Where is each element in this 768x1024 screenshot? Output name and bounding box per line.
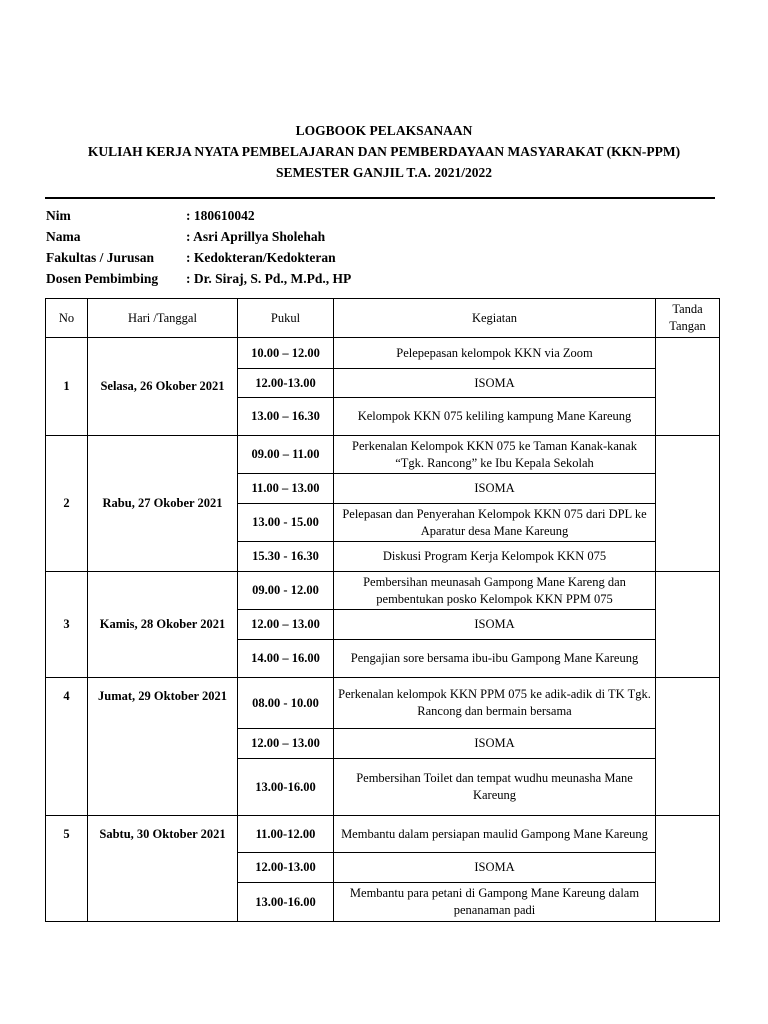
column-header-activity: Kegiatan [334, 299, 656, 338]
info-row-nim [46, 205, 351, 226]
time-cell: 12.00 – 13.00 [238, 610, 334, 640]
activity-cell: Diskusi Program Kerja Kelompok KKN 075 [334, 542, 656, 572]
table-row [46, 678, 720, 729]
signature-cell [656, 436, 720, 572]
signature-cell [656, 816, 720, 922]
table-row [46, 572, 720, 610]
logbook-table [45, 298, 720, 922]
activity-cell: Pengajian sore bersama ibu-ibu Gampong Mane Kareung [334, 640, 656, 678]
activity-cell: Perkenalan kelompok KKN PPM 075 ke adik-adik di TK Tgk. Rancong dan bermain bersama [334, 678, 656, 729]
day-number: 3 [46, 572, 88, 678]
activity-cell: ISOMA [334, 853, 656, 883]
info-row-nama [46, 226, 351, 247]
info-value: : Dr. Siraj, S. Pd., M.Pd., HP [186, 271, 352, 286]
table-header-row [46, 299, 720, 338]
time-cell: 08.00 - 10.00 [238, 678, 334, 729]
column-header-no: No [46, 299, 88, 338]
signature-cell [656, 338, 720, 436]
day-number: 4 [46, 678, 88, 816]
day-date: Selasa, 26 Okober 2021 [88, 338, 238, 436]
column-header-time: Pukul [238, 299, 334, 338]
time-cell: 09.00 – 11.00 [238, 436, 334, 474]
time-cell: 11.00 – 13.00 [238, 474, 334, 504]
time-cell: 09.00 - 12.00 [238, 572, 334, 610]
signature-cell [656, 678, 720, 816]
info-value: : Asri Aprillya Sholehah [186, 229, 326, 244]
signature-cell [656, 572, 720, 678]
document-header [0, 120, 768, 183]
time-cell: 10.00 – 12.00 [238, 338, 334, 369]
activity-cell: ISOMA [334, 610, 656, 640]
day-date: Sabtu, 30 Oktober 2021 [88, 816, 238, 922]
time-cell: 12.00 – 13.00 [238, 729, 334, 759]
time-cell: 12.00-13.00 [238, 853, 334, 883]
column-header-date: Hari /Tanggal [88, 299, 238, 338]
column-header-signature: Tanda Tangan [656, 299, 720, 338]
activity-cell: Pelepepasan kelompok KKN via Zoom [334, 338, 656, 369]
time-cell: 14.00 – 16.00 [238, 640, 334, 678]
activity-cell: ISOMA [334, 474, 656, 504]
time-cell: 11.00-12.00 [238, 816, 334, 853]
info-label: Nama [46, 229, 81, 244]
day-number: 5 [46, 816, 88, 922]
info-row-dosen [46, 268, 351, 289]
info-label: Fakultas / Jurusan [46, 250, 155, 265]
time-cell: 15.30 - 16.30 [238, 542, 334, 572]
activity-cell: Pembersihan Toilet dan tempat wudhu meunasha Mane Kareung [334, 759, 656, 816]
time-cell: 13.00-16.00 [238, 883, 334, 922]
header-divider [45, 197, 715, 199]
time-cell: 13.00 - 15.00 [238, 504, 334, 542]
info-value: : Kedokteran/Kedokteran [186, 250, 336, 265]
table-row [46, 338, 720, 369]
info-label: Nim [46, 208, 71, 223]
activity-cell: Pembersihan meunasah Gampong Mane Kareng dan pembentukan posko Kelompok KKN PPM 075 [334, 572, 656, 610]
time-cell: 13.00-16.00 [238, 759, 334, 816]
activity-cell: Perkenalan Kelompok KKN 075 ke Taman Kanak-kanak “Tgk. Rancong” ke Ibu Kepala Sekolah [334, 436, 656, 474]
table-row [46, 436, 720, 474]
time-cell: 12.00-13.00 [238, 369, 334, 398]
info-value: : 180610042 [186, 208, 255, 223]
table-row [46, 816, 720, 853]
activity-cell: Membantu para petani di Gampong Mane Kareung dalam penanaman padi [334, 883, 656, 922]
student-info [46, 205, 351, 289]
activity-cell: Kelompok KKN 075 keliling kampung Mane Kareung [334, 398, 656, 436]
header-semester: SEMESTER GANJIL T.A. 2021/2022 [276, 165, 492, 180]
header-program: KULIAH KERJA NYATA PEMBELAJARAN DAN PEMBERDAYAAN MASYARAKAT (KKN-PPM) [87, 144, 681, 159]
header-title: LOGBOOK PELAKSANAAN [295, 123, 473, 138]
day-number: 1 [46, 338, 88, 436]
day-date: Rabu, 27 Okober 2021 [88, 436, 238, 572]
activity-cell: Membantu dalam persiapan maulid Gampong Mane Kareung [334, 816, 656, 853]
activity-cell: Pelepasan dan Penyerahan Kelompok KKN 075 dari DPL ke Aparatur desa Mane Kareung [334, 504, 656, 542]
day-number: 2 [46, 436, 88, 572]
info-label: Dosen Pembimbing [46, 271, 159, 286]
day-date: Kamis, 28 Okober 2021 [88, 572, 238, 678]
info-row-fakultas [46, 247, 351, 268]
day-date: Jumat, 29 Oktober 2021 [88, 678, 238, 816]
time-cell: 13.00 – 16.30 [238, 398, 334, 436]
activity-cell: ISOMA [334, 729, 656, 759]
activity-cell: ISOMA [334, 369, 656, 398]
